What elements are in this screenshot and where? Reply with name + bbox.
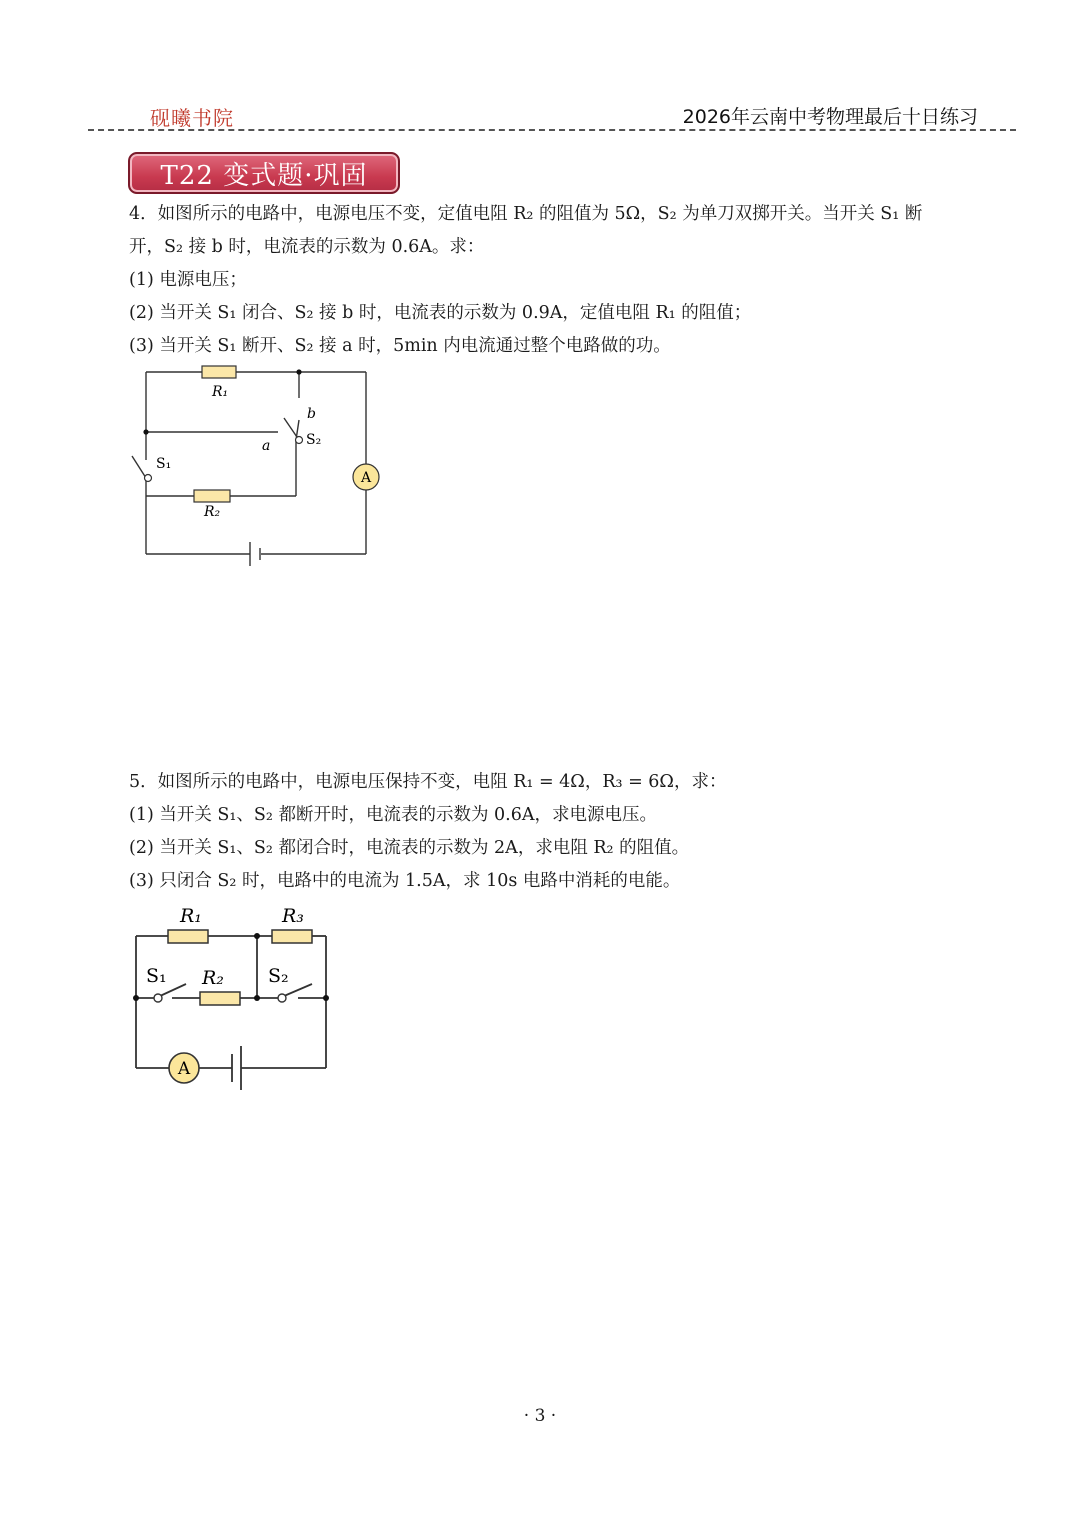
q5-label-r3: R₃ — [282, 905, 304, 927]
q5-sub1: (1) 当开关 S₁、S₂ 都断开时，电流表的示数为 0.6A，求电源电压。 — [129, 805, 658, 825]
q5-label-s1: S₁ — [146, 965, 167, 987]
q5-label-s2: S₂ — [268, 965, 289, 987]
q4-label-s1: S₁ — [156, 456, 172, 472]
q4-line2: 开，S₂ 接 b 时，电流表的示数为 0.6A。求： — [129, 237, 485, 257]
q5-sub2: (2) 当开关 S₁、S₂ 都闭合时，电流表的示数为 2A，求电阻 R₂ 的阻值。 — [129, 838, 690, 858]
q5-resistor-r3 — [272, 930, 312, 943]
section-badge — [128, 152, 400, 194]
section-title: T22 变式题·巩固 — [160, 160, 368, 191]
q4-label-r2: R₂ — [204, 504, 221, 520]
q4-ammeter-label: A — [360, 470, 372, 486]
header-title: 2026年云南中考物理最后十日练习 — [682, 106, 978, 128]
q4-sub3: (3) 当开关 S₁ 断开、S₂ 接 a 时，5min 内电流通过整个电路做的功。 — [129, 336, 671, 356]
q4-label-b: b — [307, 406, 316, 422]
q4-resistor-r1 — [202, 366, 236, 378]
q4-sub1: (1) 电源电压； — [129, 270, 247, 290]
q5-sub3: (3) 只闭合 S₂ 时，电路中的电流为 1.5A，求 10s 电路中消耗的电能。 — [129, 871, 681, 891]
q5-label-r2: R₂ — [202, 967, 224, 989]
header-brand: 砚曦书院 — [150, 106, 234, 130]
q4-label-r1: R₁ — [212, 384, 229, 400]
q5-circuit-diagram — [120, 898, 350, 1098]
q4-resistor-r2 — [194, 490, 230, 502]
q4-line1: 4．如图所示的电路中，电源电压不变，定值电阻 R₂ 的阻值为 5Ω，S₂ 为单刀双掷开关。当开关 S₁ 断 — [129, 204, 923, 224]
page-number: · 3 · — [523, 1406, 557, 1426]
q5-ammeter-label: A — [177, 1059, 191, 1079]
header-divider — [88, 129, 1016, 131]
q4-sub2: (2) 当开关 S₁ 闭合、S₂ 接 b 时，电流表的示数为 0.9A，定值电阻 R₁ 的阻值； — [129, 303, 752, 323]
q4-circuit-diagram — [120, 360, 400, 570]
q5-resistor-r2 — [200, 992, 240, 1005]
q4-label-s2: S₂ — [306, 432, 322, 448]
q4-label-a: a — [262, 438, 271, 454]
q5-line1: 5．如图所示的电路中，电源电压保持不变，电阻 R₁ = 4Ω，R₃ = 6Ω，求： — [129, 772, 727, 792]
q5-label-r1: R₁ — [180, 905, 202, 927]
q5-resistor-r1 — [168, 930, 208, 943]
